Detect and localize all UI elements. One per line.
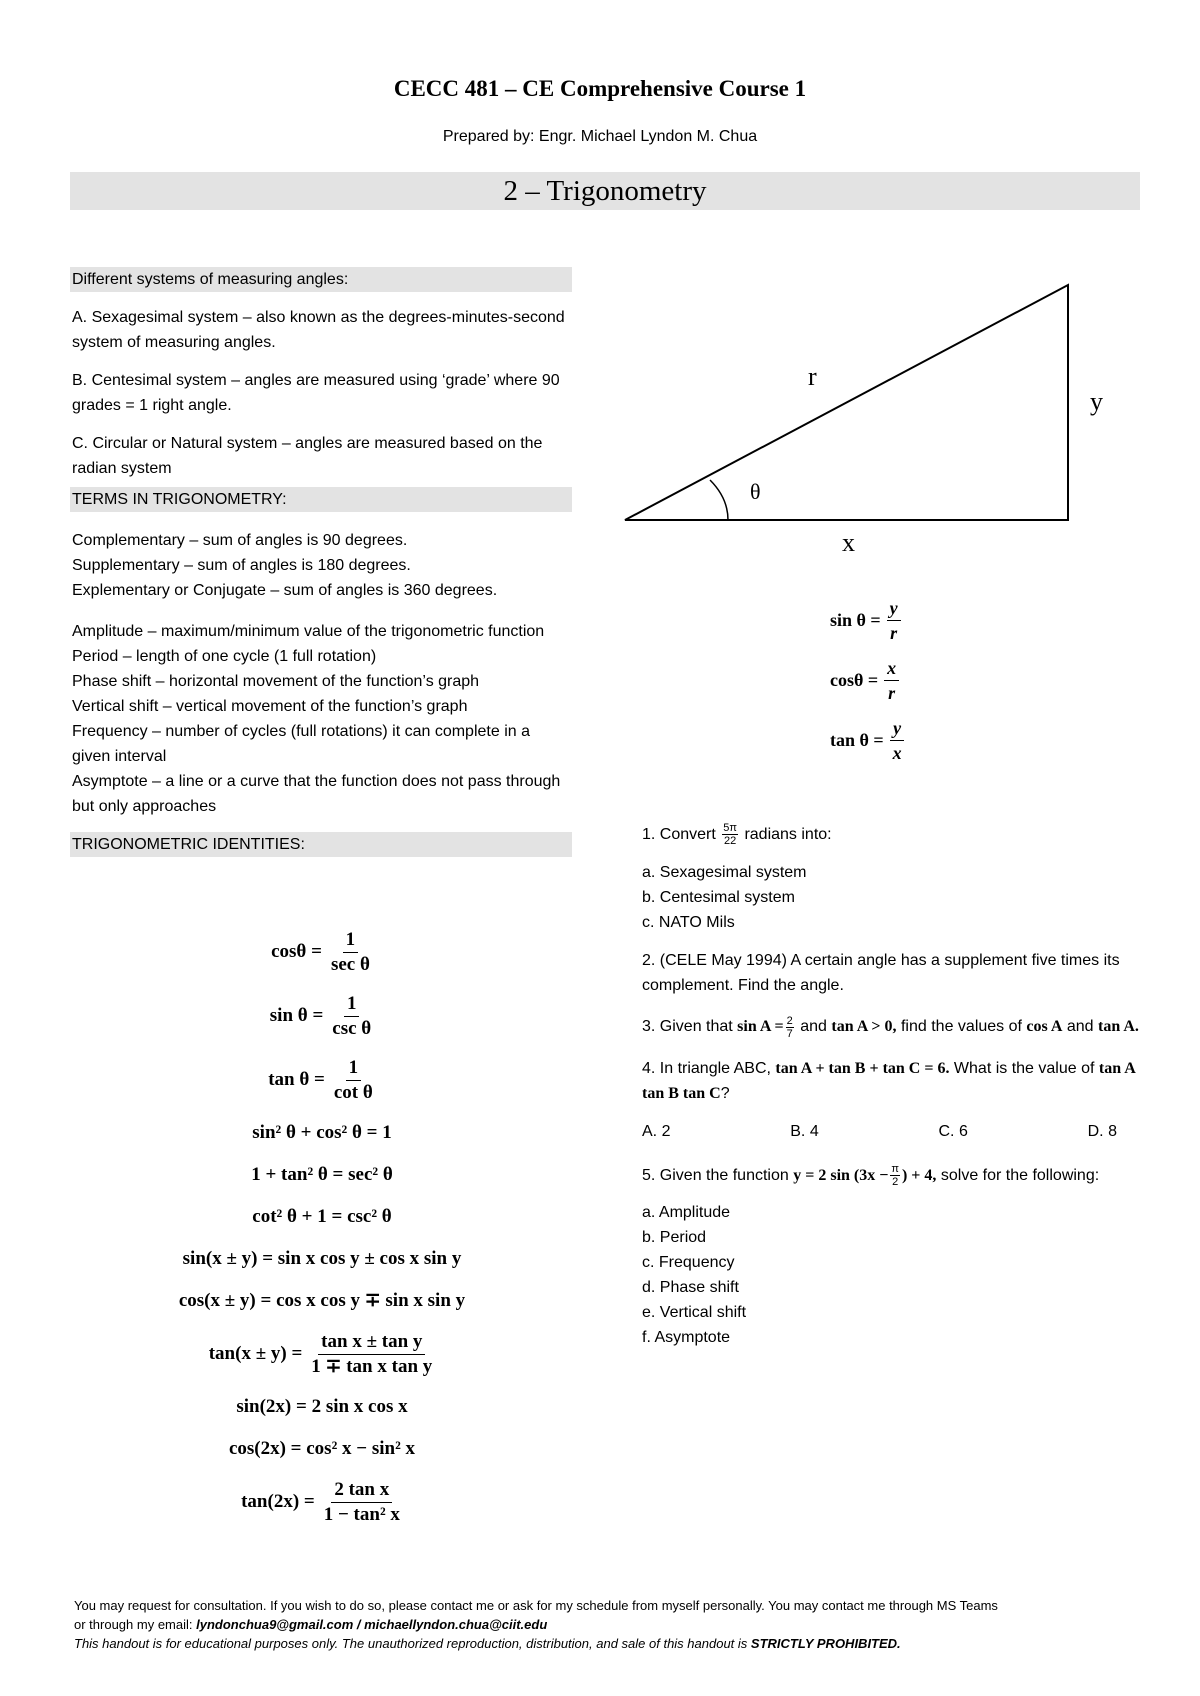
angle-term: Supplementary – sum of angles is 180 degrees. — [72, 557, 411, 574]
ratio-tan: tan θ = $\frac{y}{x}$ — [830, 710, 1030, 770]
problem-5: 5. Given the function y = 2 sin (3x − $\frac{\pi}{2}$ ) + 4, solve for the following: — [642, 1162, 1100, 1188]
identity-sum-tan: tan(x ± y) = $\frac{\text{tan x ± tan y}}{\text{1 ∓ tan x tan y}}$ — [208, 1330, 433, 1377]
problem-5-item: b. Period — [642, 1228, 707, 1246]
label-y: y — [1090, 387, 1103, 416]
identity-pythag-2: 1 + tan² θ = sec² θ — [251, 1164, 393, 1185]
problem-5-item: f. Asymptote — [642, 1328, 731, 1346]
identity-pythag-1: sin² θ + cos² θ = 1 — [252, 1122, 392, 1143]
identities-block — [72, 920, 572, 1534]
problem-2: 2. (CELE May 1994) A certain angle has a supplement five times its complement. Find the angle. — [642, 952, 1120, 995]
identity-sum-cos: cos(x ± y) = cos x cos y ∓ sin x sin y — [178, 1290, 466, 1311]
choice-b: B. 4 — [790, 1122, 819, 1140]
function-term: Phase shift – horizontal movement of the function’s graph — [72, 673, 480, 690]
ratio-cos: cosθ = $\frac{x}{r}$ — [830, 650, 1030, 710]
identity-recip-tan: tan θ = $\frac{1}{\text{cot θ}}$ — [268, 1056, 373, 1103]
choice-c: C. 6 — [938, 1122, 968, 1140]
angle-arc — [710, 480, 728, 520]
problem-4: 4. In triangle ABC, tan A + tan B + tan C = 6. What is the value of tan A tan B tan C? — [642, 1059, 1135, 1102]
function-term: Vertical shift – vertical movement of the function’s graph — [72, 698, 468, 715]
problem-5-item: e. Vertical shift — [642, 1303, 747, 1321]
identity-recip-cos: cosθ = $\frac{1}{\text{sec θ}}$ — [271, 928, 370, 975]
label-theta: θ — [750, 479, 761, 504]
problem-1-item: b. Centesimal system — [642, 889, 795, 907]
trig-ratios — [830, 590, 1030, 770]
problems-column — [642, 822, 1142, 1350]
problem-5-item: c. Frequency — [642, 1253, 735, 1271]
choice-d: D. 8 — [1087, 1122, 1117, 1140]
problem-1-item: c. NATO Mils — [642, 914, 735, 932]
measuring-item: A. Sexagesimal system – also known as the degrees-minutes-second system of measuring angles. — [72, 309, 565, 351]
course-title: CECC 481 – CE Comprehensive Course 1 — [393, 76, 807, 101]
identity-double-tan: tan(2x) = $\frac{\text{2 tan x}}{\text{1 − tan² x}}$ — [241, 1478, 400, 1525]
measuring-item: B. Centesimal system – angles are measured using ‘grade’ where 90 grades = 1 right angle. — [72, 372, 560, 414]
footer-emails[interactable]: lyndonchua9@gmail.com / michaellyndon.chua@ciit.edu — [196, 1617, 548, 1632]
footer-disclaimer: This handout is for educational purposes only. The unauthorized reproduction, distribution, and sale of this handout is STRICTLY PROHIBITED. — [74, 1636, 901, 1651]
angle-term: Explementary or Conjugate – sum of angles is 360 degrees. — [72, 582, 498, 599]
terms-heading: TERMS IN TRIGONOMETRY: — [70, 487, 572, 512]
footer-notice — [74, 1596, 1144, 1653]
triangle-shape — [625, 285, 1068, 520]
identity-double-cos: cos(2x) = cos² x − sin² x — [228, 1438, 416, 1459]
function-term: Frequency – number of cycles (full rotations) it can complete in a given interval — [72, 723, 530, 765]
choice-a: A. 2 — [642, 1122, 671, 1140]
measuring-heading: Different systems of measuring angles: — [70, 267, 572, 292]
identity-sum-sin: sin(x ± y) = sin x cos y ± cos x sin y — [182, 1248, 462, 1269]
prepared-by: Prepared by: Engr. Michael Lyndon M. Chua — [442, 128, 758, 145]
footer-consultation: You may request for consultation. If you wish to do so, please contact me or ask for my schedule from myself personally. You may contact me through MS Teams — [74, 1598, 998, 1613]
function-term: Period – length of one cycle (1 full rotation) — [72, 648, 377, 665]
right-triangle-diagram — [620, 280, 1140, 560]
identities-heading: TRIGONOMETRIC IDENTITIES: — [70, 832, 572, 857]
problem-4-choices — [642, 1119, 1117, 1144]
topic-title: 2 – Trigonometry — [70, 172, 1140, 210]
label-r: r — [808, 362, 817, 391]
problem-1-item: a. Sexagesimal system — [642, 864, 807, 882]
identity-pythag-3: cot² θ + 1 = csc² θ — [252, 1206, 392, 1227]
measuring-item: C. Circular or Natural system – angles are measured based on the radian system — [72, 435, 543, 477]
left-column — [72, 267, 572, 857]
footer-email-line: or through my email: lyndonchua9@gmail.com / michaellyndon.chua@ciit.edu — [74, 1617, 548, 1632]
function-term: Amplitude – maximum/minimum value of the trigonometric function — [72, 623, 545, 640]
label-x: x — [842, 528, 855, 557]
problem-1: 1. Convert $\frac{5\pi}{22}$ radians into: — [642, 822, 832, 848]
angle-term: Complementary – sum of angles is 90 degrees. — [72, 532, 408, 549]
problem-5-item: a. Amplitude — [642, 1203, 731, 1221]
problem-5-item: d. Phase shift — [642, 1278, 739, 1296]
ratio-sin: sin θ = $\frac{y}{r}$ — [830, 590, 1030, 650]
problem-3: 3. Given that sin A = $\frac{2}{7}$ and tan A > 0, find the values of cos A and tan A. — [642, 1014, 1139, 1040]
identity-double-sin: sin(2x) = 2 sin x cos x — [236, 1396, 408, 1417]
identity-recip-sin: sin θ = $\frac{1}{\text{csc θ}}$ — [269, 992, 372, 1039]
function-term: Asymptote – a line or a curve that the function does not pass through but only approaches — [72, 773, 561, 815]
